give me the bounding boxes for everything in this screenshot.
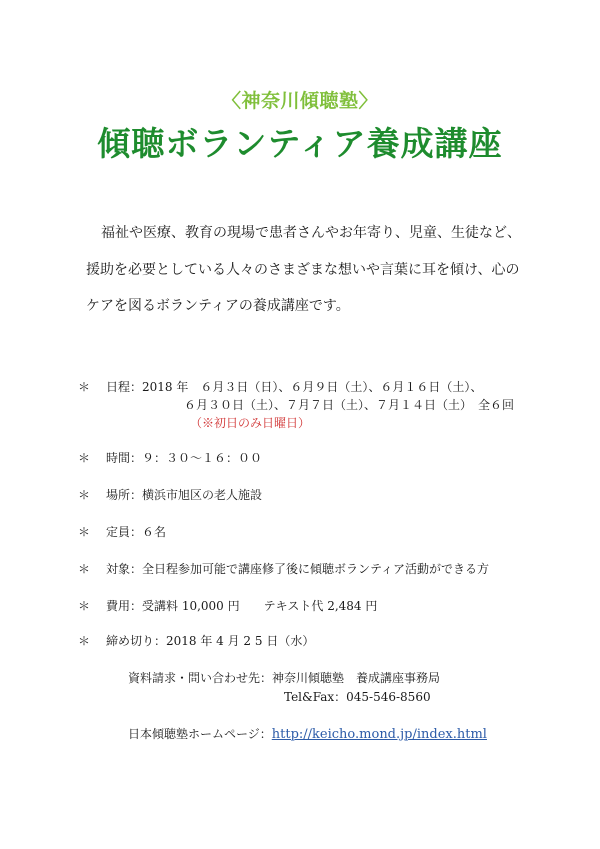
schedule-line-2: ６月３０日（土）、７月７日（土）、７月１４日（土） 全６回 bbox=[184, 398, 515, 412]
bullet-mark: ＊ bbox=[78, 599, 91, 613]
contact-phone: Tel&Fax：045-546-8560 bbox=[284, 690, 431, 704]
time-item bbox=[78, 450, 538, 466]
bullet-mark: ＊ bbox=[78, 380, 91, 394]
homepage-link[interactable]: http://keicho.mond.jp/index.html bbox=[271, 727, 487, 742]
capacity-item bbox=[78, 524, 538, 540]
intro-line: ケアを図るボランティアの養成講座です。 bbox=[86, 298, 350, 314]
bullet-mark: ＊ bbox=[78, 488, 91, 502]
deadline-item bbox=[78, 633, 538, 649]
bullet-mark: ＊ bbox=[78, 562, 91, 576]
page-title: 傾聴ボランティア養成講座 bbox=[97, 124, 503, 163]
time-text: 時間：９：３０〜１６：００ bbox=[106, 451, 263, 465]
intro-line: 援助を必要としている人々のさまざまな想いや言葉に耳を傾け、心の bbox=[86, 262, 520, 278]
deadline-text: 締め切り：2018 年 4 月 2 5 日（水） bbox=[106, 634, 315, 648]
homepage-label: 日本傾聴塾ホームページ： bbox=[128, 727, 272, 741]
schedule-line-1: 日程：2018 年 ６月３日（日）、６月９日（土）、６月１６日（土）、 bbox=[106, 380, 483, 394]
target-text: 対象：全日程参加可能で講座修了後に傾聴ボランティア活動ができる方 bbox=[106, 562, 490, 576]
fee-text: 費用：受講料 10,000 円 テキスト代 2,484 円 bbox=[106, 599, 378, 613]
place-item bbox=[78, 487, 538, 503]
place-text: 場所：横浜市旭区の老人施設 bbox=[106, 488, 263, 502]
bullet-mark: ＊ bbox=[78, 525, 91, 539]
schedule-item bbox=[78, 379, 538, 395]
contact-label: 資料請求・問い合わせ先：神奈川傾聴塾 養成講座事務局 bbox=[128, 671, 441, 685]
bullet-mark: ＊ bbox=[78, 634, 91, 648]
capacity-text: 定員：６名 bbox=[106, 525, 167, 539]
fee-item bbox=[78, 598, 538, 614]
intro-line: 福祉や医療、教育の現場で患者さんやお年寄り、児童、生徒など、 bbox=[101, 225, 521, 241]
page-subtitle: 〈神奈川傾聴塾〉 bbox=[221, 90, 378, 112]
schedule-note: （※初日のみ日曜日） bbox=[190, 416, 311, 430]
target-item bbox=[78, 561, 538, 577]
bullet-mark: ＊ bbox=[78, 451, 91, 465]
homepage-row bbox=[128, 726, 487, 743]
